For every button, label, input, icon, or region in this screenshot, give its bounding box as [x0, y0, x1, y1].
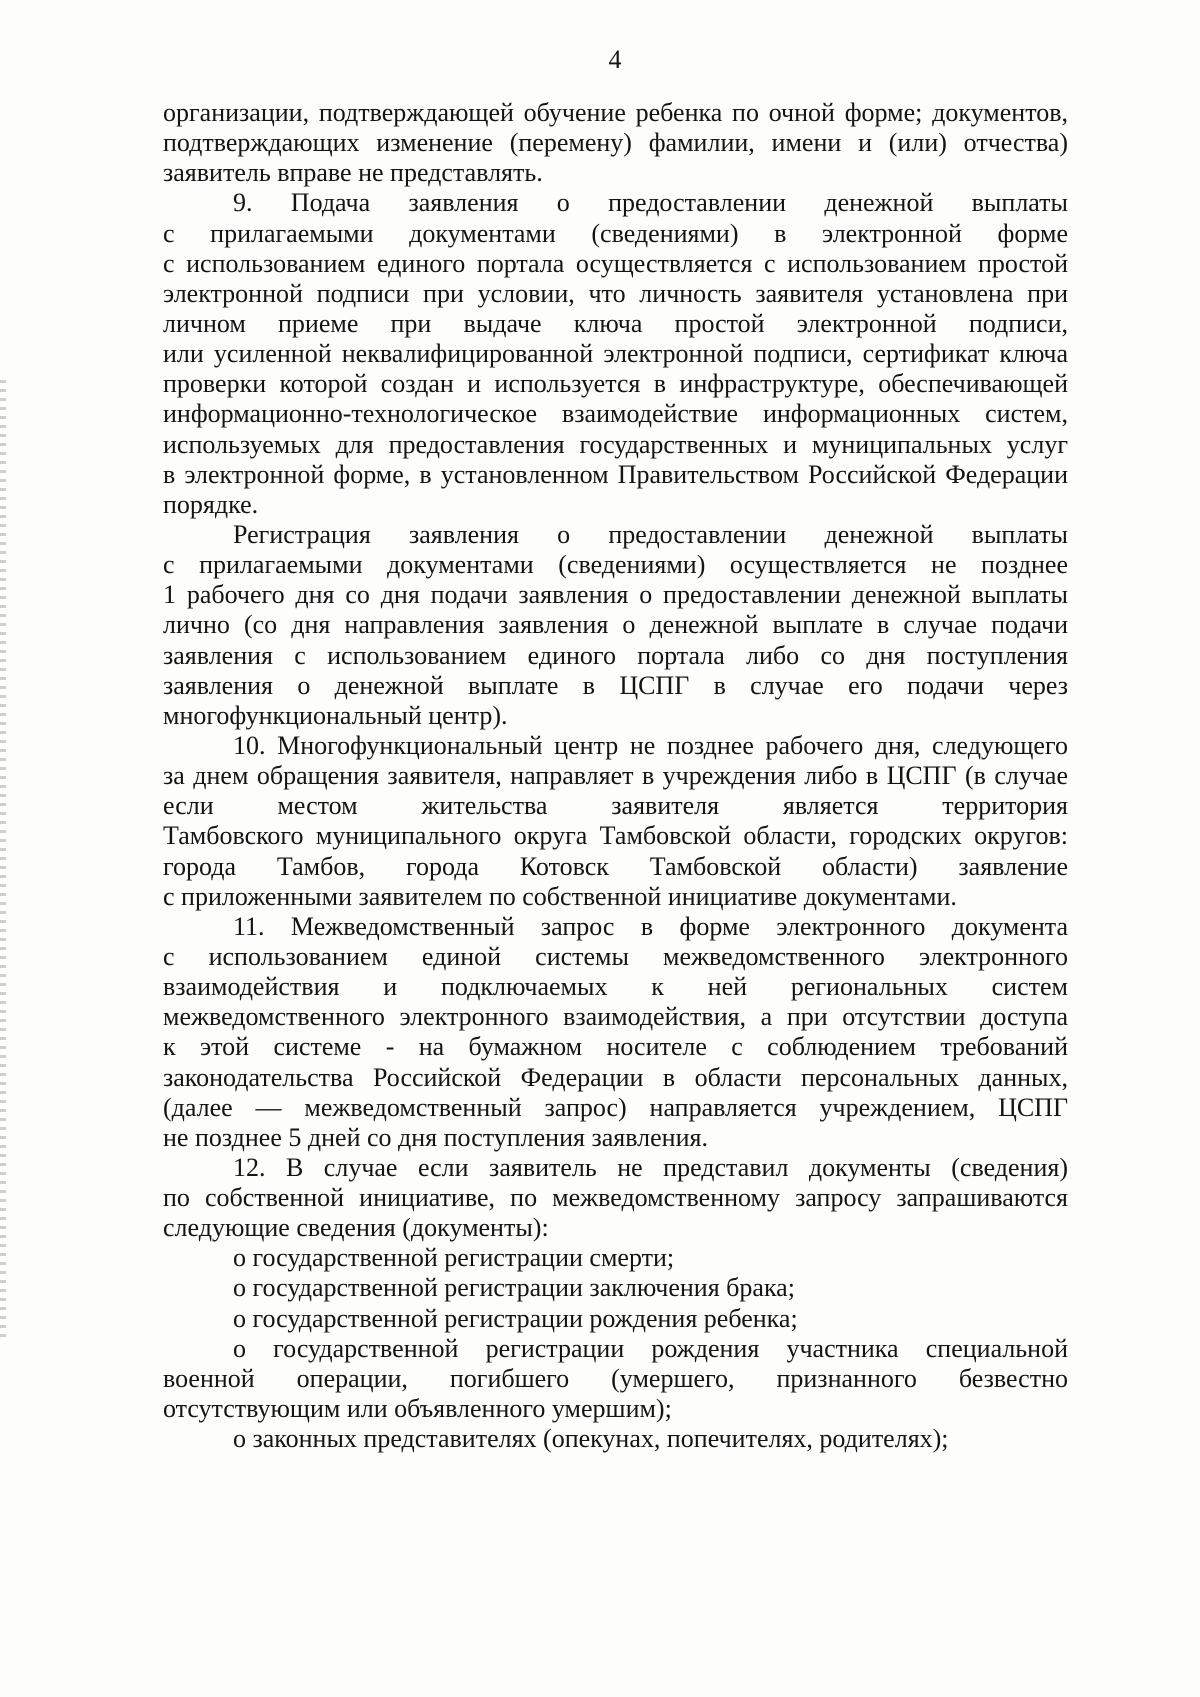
text-line: с прилагаемыми документами (сведениями) осуществляется не позднее: [163, 550, 1068, 580]
text-line: о государственной регистрации смерти;: [233, 1243, 675, 1273]
text-line: порядке.: [163, 489, 259, 519]
list-item-death-registration: [163, 1243, 1068, 1273]
text-line: 10. Многофункциональный центр не позднее рабочего дня, следующего: [233, 730, 1068, 760]
text-line: в электронной форме, в установленном Правительством Российской Федерации: [163, 459, 1068, 489]
text-line: Тамбовского муниципального округа Тамбовской области, городских округов:: [163, 821, 1068, 851]
text-line: если местом жительства заявителя является территория: [163, 791, 1068, 821]
text-line: личном приеме при выдаче ключа простой электронной подписи,: [163, 308, 1068, 338]
text-line: заявления с использованием единого портала либо со дня поступления: [163, 640, 1068, 670]
list-item-participant-birth-registration: [163, 1334, 1068, 1424]
text-line: многофункциональный центр).: [163, 700, 508, 730]
text-line: подтверждающих изменение (перемену) фамилии, имени и (или) отчества): [163, 128, 1068, 158]
paragraph-12: [163, 1153, 1068, 1243]
text-line: проверки которой создан и используется в инфраструктуре, обеспечивающей: [163, 369, 1068, 399]
text-line: межведомственного электронного взаимодействия, а при отсутствии доступа: [163, 1002, 1068, 1032]
text-line: электронной подписи при условии, что личность заявителя установлена при: [163, 278, 1068, 308]
text-line: 11. Межведомственный запрос в форме электронного документа: [233, 911, 1068, 941]
list-item-legal-representatives: [163, 1424, 1068, 1454]
text-line: города Тамбов, города Котовск Тамбовской области) заявление: [163, 851, 1068, 881]
list-item-child-birth-registration: [163, 1304, 1068, 1334]
text-line: о государственной регистрации рождения ребенка;: [233, 1303, 798, 1333]
scan-edge-artifact: [0, 380, 6, 1340]
paragraph-continuation: [163, 98, 1068, 188]
text-line: следующие сведения (документы):: [163, 1213, 549, 1243]
text-line: с использованием единого портала осуществляется с использованием простой: [163, 248, 1068, 278]
list-item-marriage-registration: [163, 1273, 1068, 1303]
text-line: заявления о денежной выплате в ЦСПГ в случае его подачи через: [163, 670, 1068, 700]
text-line: к этой системе - на бумажном носителе с соблюдением требований: [163, 1032, 1068, 1062]
document-body: [163, 98, 1068, 1454]
text-line: (далее — межведомственный запрос) направляется учреждением, ЦСПГ: [163, 1092, 1068, 1122]
paragraph-registration: [163, 520, 1068, 731]
text-line: с использованием единой системы межведомственного электронного: [163, 941, 1068, 971]
text-line: законодательства Российской Федерации в области персональных данных,: [163, 1062, 1068, 1092]
text-line: отсутствующим или объявленного умершим);: [163, 1394, 672, 1424]
text-line: 12. В случае если заявитель не представил документы (сведения): [233, 1152, 1068, 1182]
text-line: 9. Подача заявления о предоставлении денежной выплаты: [233, 188, 1068, 218]
page-number: 4: [608, 45, 622, 74]
text-line: о законных представителях (опекунах, попечителях, родителях);: [233, 1424, 949, 1454]
text-line: о государственной регистрации заключения брака;: [233, 1273, 795, 1303]
text-line: не позднее 5 дней со дня поступления заявления.: [163, 1122, 708, 1152]
text-line: с приложенными заявителем по собственной инициативе документами.: [163, 881, 957, 911]
text-line: используемых для предоставления государственных и муниципальных услуг: [163, 429, 1068, 459]
text-line: организации, подтверждающей обучение ребенка по очной форме; документов,: [163, 98, 1068, 127]
text-line: лично (со дня направления заявления о денежной выплате в случае подачи: [163, 610, 1068, 640]
text-line: за днем обращения заявителя, направляет в учреждения либо в ЦСПГ (в случае: [163, 761, 1068, 791]
text-line: заявитель вправе не представлять.: [163, 158, 543, 188]
paragraph-10: [163, 731, 1068, 912]
text-line: Регистрация заявления о предоставлении денежной выплаты: [233, 519, 1068, 549]
text-line: 1 рабочего дня со дня подачи заявления о предоставлении денежной выплаты: [163, 580, 1068, 610]
text-line: или усиленной неквалифицированной электронной подписи, сертификат ключа: [163, 339, 1068, 369]
text-line: военной операции, погибшего (умершего, признанного безвестно: [163, 1363, 1068, 1393]
text-line: по собственной инициативе, по межведомственному запросу запрашиваются: [163, 1183, 1068, 1213]
text-line: взаимодействия и подключаемых к ней региональных систем: [163, 972, 1068, 1002]
text-line: о государственной регистрации рождения участника специальной: [233, 1333, 1068, 1363]
text-line: информационно-технологическое взаимодействие информационных систем,: [163, 399, 1068, 429]
paragraph-11: [163, 912, 1068, 1153]
paragraph-9: [163, 188, 1068, 520]
text-line: с прилагаемыми документами (сведениями) в электронной форме: [163, 218, 1068, 248]
